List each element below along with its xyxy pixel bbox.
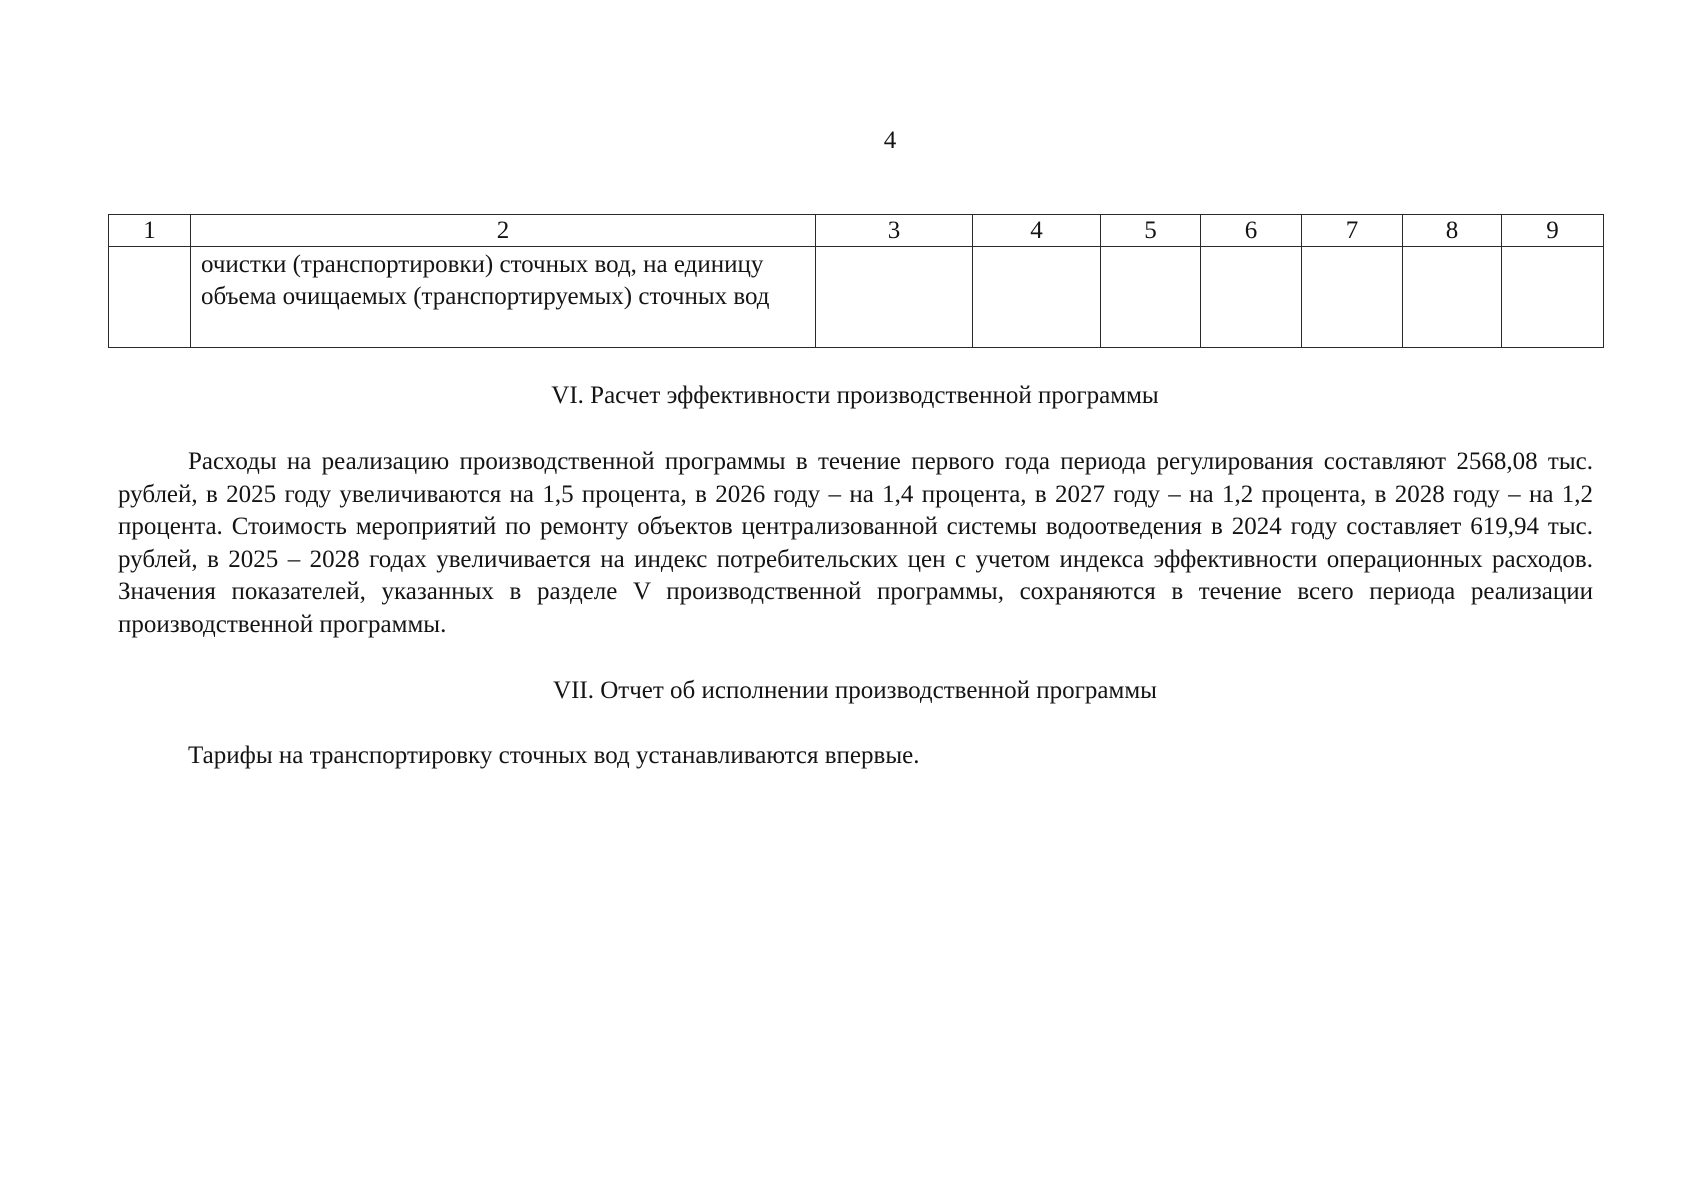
continuation-table (108, 214, 1604, 348)
section-6-heading: VI. Расчет эффективности производственной программы (551, 382, 1159, 409)
column-number-8: 8 (1403, 215, 1502, 247)
table-row (109, 247, 1604, 348)
column-number-5: 5 (1101, 215, 1201, 247)
column-number-6: 6 (1201, 215, 1302, 247)
table-cell (1403, 247, 1502, 348)
table-cell (109, 247, 191, 348)
column-number-9: 9 (1502, 215, 1604, 247)
table-header-row (109, 215, 1604, 247)
section-6-paragraph: Расходы на реализацию производственной программы в течение первого года периода регулирования составляют 2568,08 тыс. рублей, в 2025 году увеличиваются на 1,5 процента, в 2026 году – на 1,4 процента, в 2027 году – на 1,2 процента, в 2028 году – на 1,2 процента. Стоимость мероприятий по ремонту объектов централизованной системы водоотведения в 2024 году составляет 619,94 тыс. рублей, в 2025 – 2028 годах увеличивается на индекс потребительских цен с учетом индекса эффективности операционных расходов. Значения показателей, указанных в разделе V производственной программы, сохраняются в течение всего периода реализации производственной программы. (118, 448, 1593, 638)
column-number-1: 1 (109, 215, 191, 247)
table-cell (1101, 247, 1201, 348)
table-cell (1502, 247, 1604, 348)
column-number-2: 2 (191, 215, 816, 247)
column-number-3: 3 (816, 215, 973, 247)
indicator-name-cell: очистки (транспортировки) сточных вод, на единицу объема очищаемых (транспортируемых) сточных вод (191, 247, 816, 348)
page-number: 4 (883, 127, 897, 154)
section-7-heading: VII. Отчет об исполнении производственной программы (553, 677, 1157, 704)
column-number-7: 7 (1302, 215, 1403, 247)
section-7-paragraph: Тарифы на транспортировку сточных вод устанавливаются впервые. (188, 742, 920, 769)
column-number-4: 4 (973, 215, 1101, 247)
table-cell (973, 247, 1101, 348)
table-cell (816, 247, 973, 348)
table-cell (1201, 247, 1302, 348)
table-cell (1302, 247, 1403, 348)
